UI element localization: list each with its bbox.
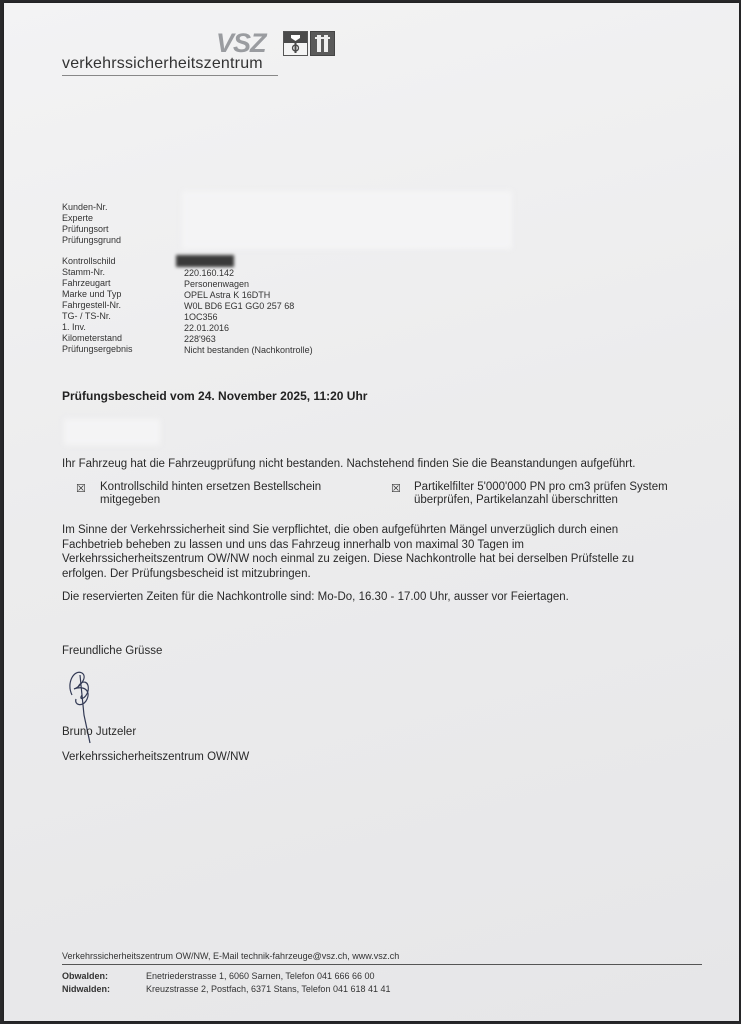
defect-text: Kontrollschild hinten ersetzen Bestellschein mitgegeben [100, 481, 322, 506]
reservation-times: Die reservierten Zeiten für die Nachkontrolle sind: Mo-Do, 16.30 - 17.00 Uhr, ausser vor Feiertagen. [62, 591, 569, 603]
field-label: Fahrzeugart [62, 278, 111, 288]
field-label: Stamm-Nr. [62, 267, 106, 277]
field-label: Kunden-Nr. [62, 202, 108, 212]
footer-location-obwalden: Obwalden: Enetriederstrasse 1, 6060 Sarnen, Telefon 041 666 66 00 [62, 971, 375, 981]
field-value: 228'963 [184, 334, 216, 344]
signer-organization: Verkehrssicherheitszentrum OW/NW [62, 751, 250, 763]
intro-text: Ihr Fahrzeug hat die Fahrzeugprüfung nicht bestanden. Nachstehend finden Sie die Beanstandungen aufgeführt. [62, 458, 636, 470]
field-label: 1. Inv. [62, 322, 86, 332]
obwalden-crest-icon [283, 31, 308, 56]
document-page [4, 3, 739, 1021]
field-value: OPEL Astra K 16DTH [184, 290, 271, 300]
organization-wordmark: verkehrssicherheitszentrum [62, 55, 263, 72]
checked-box-icon: ☒ [391, 483, 401, 495]
closing-greeting: Freundliche Grüsse [62, 645, 163, 657]
footer-divider [62, 964, 702, 965]
field-label: Fahrgestell-Nr. [62, 300, 122, 310]
footer-location-nidwalden: Nidwalden: Kreuzstrasse 2, Postfach, 6371 Stans, Telefon 041 618 41 41 [62, 984, 391, 994]
field-label: Marke und Typ [62, 289, 122, 299]
field-label: TG- / TS-Nr. [62, 311, 111, 321]
decision-title: Prüfungsbescheid vom 24. November 2025, 11:20 Uhr [62, 389, 368, 403]
field-value: W0L BD6 EG1 GG0 257 68 [184, 301, 295, 311]
redacted-area [182, 191, 512, 249]
vsz-logo [214, 28, 280, 56]
obligation-paragraph: Im Sinne der Verkehrssicherheit sind Sie verpflichtet, die oben aufgeführten Mängel unverzüglich durch einen Fachbetrieb beheben zu lassen und uns das Fahrzeug innerhalb von maximal 30 Tagen im Verkehrssicherheitszentrum OW/NW noch einmal zu zeigen. Diese Nachkontrolle hat bei derselben Prüfstelle zu erfolgen. Der Prüfungsbescheid ist mitzubringen. [62, 524, 635, 580]
checked-box-icon: ☒ [76, 483, 86, 495]
field-label: Kilometerstand [62, 333, 123, 343]
field-label: Experte [62, 213, 94, 223]
svg-text:VSZ: VSZ [216, 28, 266, 56]
field-value: 22.01.2016 [184, 323, 230, 333]
field-label: Prüfungsort [62, 224, 109, 234]
field-value: 220.160.142 [184, 268, 235, 278]
redacted-area [64, 419, 160, 445]
field-value: Nicht bestanden (Nachkontrolle) [184, 345, 313, 355]
field-label: Kontrollschild [62, 256, 116, 266]
redacted-plate [176, 255, 234, 267]
signer-name: Bruno Jutzeler [62, 726, 137, 738]
field-label: Prüfungsgrund [62, 235, 122, 245]
defect-text: Partikelfilter 5'000'000 PN pro cm3 prüfen System überprüfen, Partikelanzahl überschritten [414, 481, 668, 506]
logo-underline [62, 75, 278, 76]
nidwalden-crest-icon [310, 31, 335, 56]
field-value: 1OC356 [184, 312, 218, 322]
field-value: Personenwagen [184, 279, 250, 289]
footer-contact: Verkehrssicherheitszentrum OW/NW, E-Mail technik-fahrzeuge@vsz.ch, www.vsz.ch [62, 951, 400, 961]
field-label: Prüfungsergebnis [62, 344, 133, 354]
